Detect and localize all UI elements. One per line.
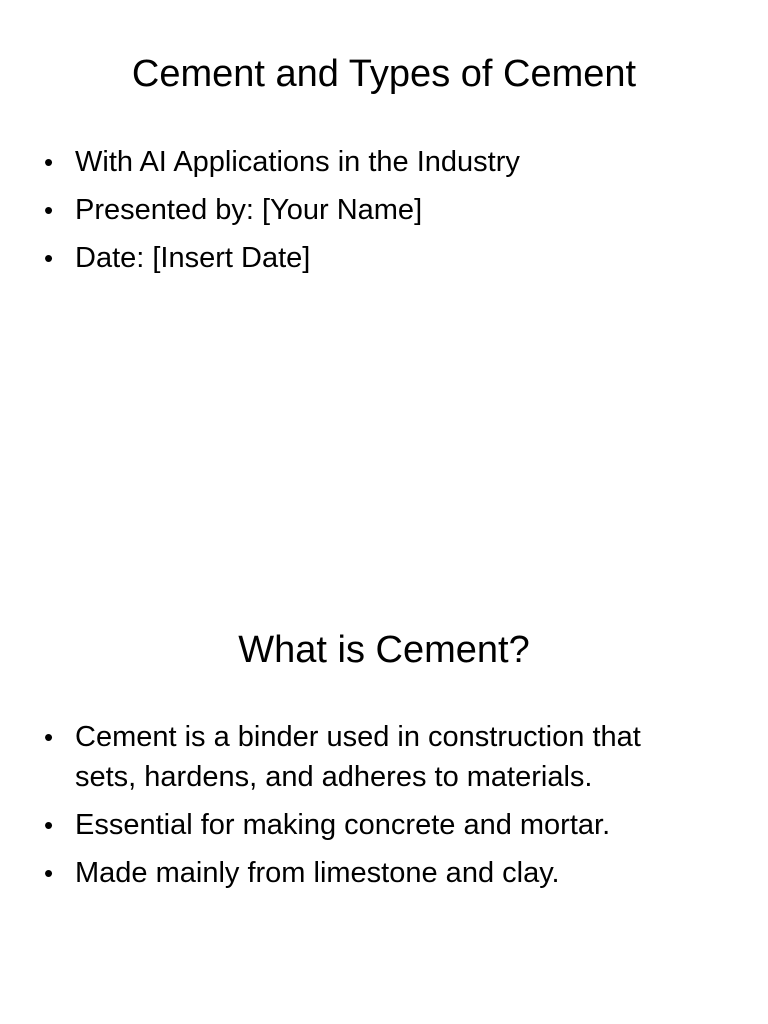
slide-title: What is Cement? <box>238 629 530 671</box>
bullet-icon: • <box>44 243 54 273</box>
bullet-list <box>0 717 768 901</box>
bullet-text: With AI Applications in the Industry <box>75 146 520 178</box>
bullet-text: Presented by: [Your Name] <box>75 194 423 226</box>
bullet-text: Cement is a binder used in construction that sets, hardens, and adheres to materials. <box>75 721 641 793</box>
bullet-item <box>0 142 768 182</box>
bullet-item <box>0 717 768 797</box>
bullet-icon: • <box>44 195 54 225</box>
bullet-icon: • <box>44 858 54 888</box>
bullet-item <box>0 805 768 845</box>
bullet-text: Date: [Insert Date] <box>75 242 311 274</box>
slide-title: Cement and Types of Cement <box>131 53 637 95</box>
bullet-item <box>0 190 768 230</box>
bullet-list <box>0 142 768 286</box>
bullet-item <box>0 853 768 893</box>
bullet-item <box>0 238 768 278</box>
bullet-text: Made mainly from limestone and clay. <box>75 857 560 889</box>
bullet-text: Essential for making concrete and mortar. <box>75 809 611 841</box>
bullet-icon: • <box>44 722 54 752</box>
bullet-icon: • <box>44 810 54 840</box>
bullet-icon: • <box>44 147 54 177</box>
